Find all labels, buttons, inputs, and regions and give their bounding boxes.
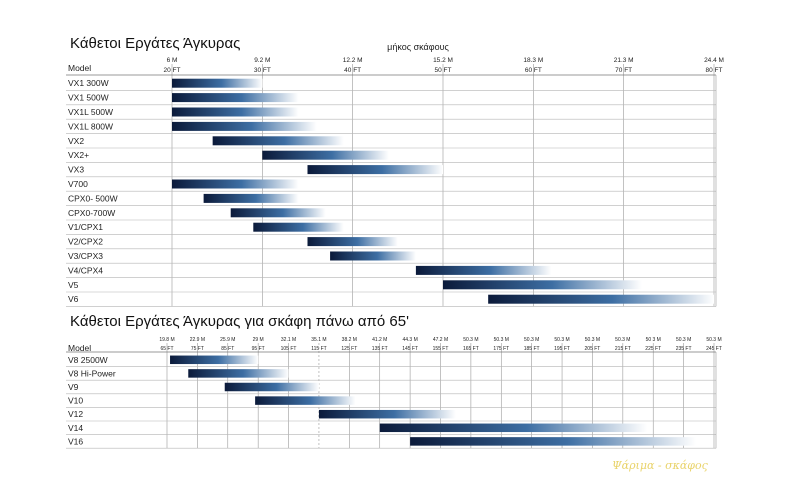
chart1-row-label: VX1L 800W	[68, 121, 114, 132]
chart1-tick-label-m: 15.2 M	[433, 57, 453, 64]
chart1-row-label: V1/CPX1	[68, 222, 103, 233]
chart1-tick-label-m: 12.2 M	[342, 57, 363, 64]
chart1-bar	[231, 208, 326, 217]
chart1-rows	[66, 75, 716, 306]
chart1-row-header: Model	[68, 63, 92, 73]
chart2-tick-label-ft: 85 FT	[221, 346, 235, 352]
chart1-bar	[172, 79, 262, 88]
chart1-bar	[262, 151, 388, 160]
chart2-rows	[66, 352, 716, 448]
chart1-tick-label-ft: 30 FT	[253, 67, 271, 74]
chart2-tick-label-ft: 235 FT	[675, 346, 692, 352]
chart1-tick-label-ft: 50 FT	[434, 67, 452, 74]
chart1-bar	[172, 180, 298, 189]
chart2-tick-label-m: 50.3 M	[615, 337, 631, 343]
chart2-bar	[170, 356, 258, 365]
chart1-xlabel: μήκος σκάφους	[387, 42, 449, 52]
chart1-bar	[330, 252, 416, 261]
chart1-bar	[172, 108, 298, 117]
chart2-row-label: V12	[68, 409, 84, 420]
chart2-tick-label-ft: 75 FT	[190, 346, 204, 352]
chart2-tick-label-m: 50.3 M	[493, 337, 509, 343]
chart1-tick-label-ft: 60 FT	[524, 67, 542, 74]
chart1-row-label: VX1 500W	[68, 92, 109, 103]
chart2-tick-label-ft: 205 FT	[584, 346, 601, 352]
chart2-tick-label-ft: 165 FT	[462, 346, 479, 352]
chart1-bar	[308, 165, 444, 174]
chart2-tick-label-m: 29 M	[252, 337, 264, 343]
chart1-tick-label-m: 9.2 M	[254, 57, 271, 64]
chart2-tick-label-m: 44.3 M	[402, 337, 418, 343]
chart1-row-label: VX2	[68, 135, 85, 146]
chart1-tick-label-m: 24.4 M	[704, 57, 724, 64]
chart2-tick-label-m: 22.9 M	[189, 337, 206, 343]
chart1-bar	[172, 122, 317, 131]
chart2-tick-label-m: 50 3 M	[645, 337, 661, 343]
chart2-tick-label-m: 38.2 M	[341, 337, 357, 343]
chart2-row-label: V16	[68, 436, 84, 447]
chart2-row-label: V14	[68, 422, 84, 433]
chart2-row-label: V9	[68, 382, 79, 392]
chart1-row-label: V3/CPX3	[68, 251, 103, 261]
chart1-row-label: V6	[68, 294, 79, 305]
chart2-tick-label-m: 19.8 M	[159, 337, 175, 343]
chart2-tick-label-ft: 145 FT	[402, 346, 419, 352]
chart1-bar	[416, 266, 552, 275]
chart2-tick-label-ft: 195 FT	[554, 346, 570, 352]
chart2-row-label: V8 2500W	[68, 354, 108, 365]
chart2-tick-label-ft: 105 FT	[280, 346, 297, 352]
chart2-bar	[380, 424, 647, 433]
chart1-bar	[213, 136, 344, 145]
chart2-row-label: V10	[68, 395, 84, 406]
chart1-ticks	[164, 57, 724, 74]
chart1-bar	[253, 223, 343, 232]
chart2-bar	[255, 396, 355, 405]
chart2-bar	[319, 410, 456, 419]
chart1-title: Κάθετοι Εργάτες Άγκυρας	[70, 35, 241, 52]
chart2-tick-label-m: 50.3 M	[675, 337, 692, 343]
chart1-bar	[488, 295, 714, 304]
chart1-bar	[204, 194, 299, 203]
chart2-tick-label-ft: 65 FT	[160, 346, 174, 352]
chart1-tick-label-ft: 80 FT	[705, 67, 723, 74]
chart1-row-label: VX1L 500W	[68, 107, 114, 117]
chart2-tick-label-m: 25.9 M	[220, 337, 236, 343]
chart2-tick-label-ft: 115 FT	[311, 346, 327, 352]
chart2-tick-label-ft: 135 FT	[371, 346, 388, 352]
chart2-bars	[170, 356, 696, 446]
chart2-bar	[225, 383, 319, 392]
chart1-row-label: VX3	[68, 164, 85, 175]
chart2-tick-label-m: 47.2 M	[432, 337, 449, 343]
chart2-tick-label-ft: 245 FT	[706, 346, 722, 352]
chart2-tick-label-m: 50.3 M	[706, 337, 722, 343]
chart1-tick-label-m: 18.3 M	[523, 57, 544, 64]
chart1-row-label: V2/CPX2	[68, 236, 103, 247]
chart1-row-label: VX1 300W	[68, 78, 109, 89]
chart2-tick-label-ft: 155 FT	[432, 346, 449, 352]
chart1-row-label: CPX0-700W	[68, 207, 116, 218]
chart1-tick-label-ft: 70 FT	[615, 67, 633, 74]
chart2-tick-label-m: 41.2 M	[372, 337, 388, 343]
chart2-title: Κάθετοι Εργάτες Άγκυρας για σκάφη πάνω από 65'	[70, 313, 409, 330]
chart2-bar	[188, 369, 288, 378]
chart1-row-label: V5	[68, 279, 79, 290]
chart2-row-header: Model	[68, 343, 92, 353]
chart2-tick-label-ft: 185 FT	[523, 346, 540, 352]
chart2-row-label: V8 Hi-Power	[68, 368, 116, 379]
chart2-tick-label-ft: 95 FT	[251, 346, 265, 352]
chart2-tick-label-ft: 215 FT	[614, 346, 631, 352]
chart1-row-label: VX2+	[68, 150, 90, 161]
chart2-tick-label-ft: 125 FT	[341, 346, 358, 352]
chart1-row-label: V700	[68, 179, 88, 189]
chart1-row-label: CPX0- 500W	[68, 193, 118, 204]
chart2-tick-label-m: 50.3 M	[554, 337, 570, 343]
chart2-tick-label-m: 50.3 M	[584, 337, 601, 343]
chart1-bar	[443, 280, 642, 289]
chart2-tick-label-m: 50.3 M	[524, 337, 540, 343]
chart1-tick-label-m: 6 M	[166, 57, 178, 64]
chart1-row-label: V4/CPX4	[68, 265, 103, 276]
chart2-tick-label-ft: 225 FT	[645, 346, 662, 352]
watermark: Ψάριμα - σκάφος	[612, 459, 708, 472]
chart1-bar	[308, 237, 398, 246]
chart2-tick-label-m: 35.1 M	[311, 337, 327, 343]
chart1-tick-label-m: 21.3 M	[613, 57, 634, 64]
chart1-tick-label-ft: 20 FT	[163, 67, 181, 74]
chart2-bar	[410, 437, 696, 446]
chart1-tick-label-ft: 40 FT	[344, 67, 362, 74]
chart2-tick-label-m: 50.3 M	[463, 337, 479, 343]
chart1-bar	[172, 93, 298, 102]
chart2-tick-label-m: 32.1 M	[280, 337, 297, 343]
chart2-tick-label-ft: 175 FT	[493, 346, 510, 352]
